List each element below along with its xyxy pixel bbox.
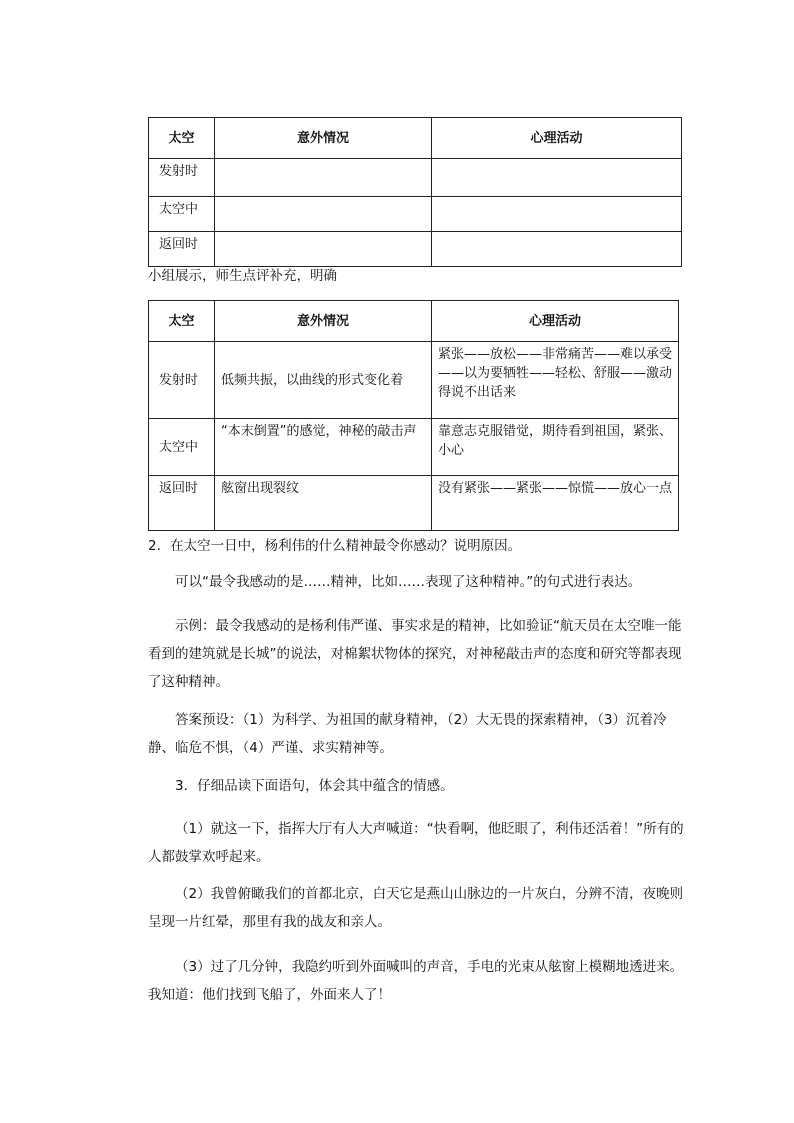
psychology-cell: [432, 232, 682, 267]
header-space: 太空: [149, 301, 215, 342]
situation-cell: 舷窗出现裂纹: [215, 476, 432, 531]
question-2-answer: 答案预设：（1）为科学、为祖国的献身精神，（2）大无畏的探索精神，（3）沉着冷静、临危不惧，（4）严谨、求实精神等。: [148, 712, 667, 756]
header-situation: 意外情况: [215, 118, 432, 159]
row-label: 发射时: [149, 159, 215, 197]
worksheet-table-filled: [148, 300, 679, 531]
question-2-hint: 可以“最令我感动的是……精神，比如……表现了这种精神。”的句式进行表达。: [175, 574, 642, 590]
header-space: 太空: [149, 118, 215, 159]
question-3: 3．仔细品读下面语句，体会其中蕴含的情感。: [175, 778, 454, 794]
table-row: [149, 159, 682, 197]
table-row: [149, 232, 682, 267]
worksheet-table-blank: [148, 117, 682, 267]
table-header-row: [149, 301, 679, 342]
situation-cell: [215, 232, 432, 267]
row-label: 太空中: [149, 197, 215, 232]
row-label: 太空中: [149, 419, 215, 476]
question-2-example: 示例：最令我感动的是杨利伟严谨、事实求是的精神，比如验证“航天员在太空唯一能看到的建筑就是长城”的说法，对棉絮状物体的探究，对神秘敲击声的态度和研究等都表现了这种精神。: [148, 618, 682, 690]
situation-cell: [215, 159, 432, 197]
header-situation: 意外情况: [215, 301, 432, 342]
question-2: 2．在太空一日中，杨利伟的什么精神最令你感动？说明原因。: [148, 538, 522, 554]
situation-cell: 低频共振，以曲线的形式变化着: [215, 342, 432, 419]
quote-item-2: （2）我曾俯瞰我们的首都北京，白天它是燕山山脉边的一片灰白，分辨不清，夜晚则呈现一片红晕，那里有我的战友和亲人。: [148, 886, 684, 930]
table-row: [149, 419, 679, 476]
table-row: [149, 342, 679, 419]
table-header-row: [149, 118, 682, 159]
quote-item-3: （3）过了几分钟，我隐约听到外面喊叫的声音，手电的光束从舷窗上模糊地透进来。我知道：他们找到飞船了，外面来人了！: [148, 959, 684, 1003]
row-label: 发射时: [149, 342, 215, 419]
quote-item-1: （1）就这一下，指挥大厅有人大声喊道：“快看啊，他眨眼了，利伟还活着！”所有的人都鼓掌欢呼起来。: [148, 821, 684, 865]
table-row: [149, 197, 682, 232]
table-caption: 小组展示，师生点评补充，明确: [148, 268, 337, 284]
header-psychology: 心理活动: [432, 118, 682, 159]
psychology-cell: 靠意志克服错觉，期待看到祖国，紧张、小心: [432, 419, 679, 476]
header-psychology: 心理活动: [432, 301, 679, 342]
situation-cell: [215, 197, 432, 232]
psychology-cell: 紧张——放松——非常痛苦——难以承受——以为要牺牲——轻松、舒服——激动得说不出话来: [432, 342, 679, 419]
table-row: [149, 476, 679, 531]
situation-cell: “本末倒置”的感觉，神秘的敲击声: [215, 419, 432, 476]
row-label: 返回时: [149, 476, 215, 531]
psychology-cell: [432, 159, 682, 197]
psychology-cell: [432, 197, 682, 232]
row-label: 返回时: [149, 232, 215, 267]
psychology-cell: 没有紧张——紧张——惊慌——放心一点: [432, 476, 679, 531]
